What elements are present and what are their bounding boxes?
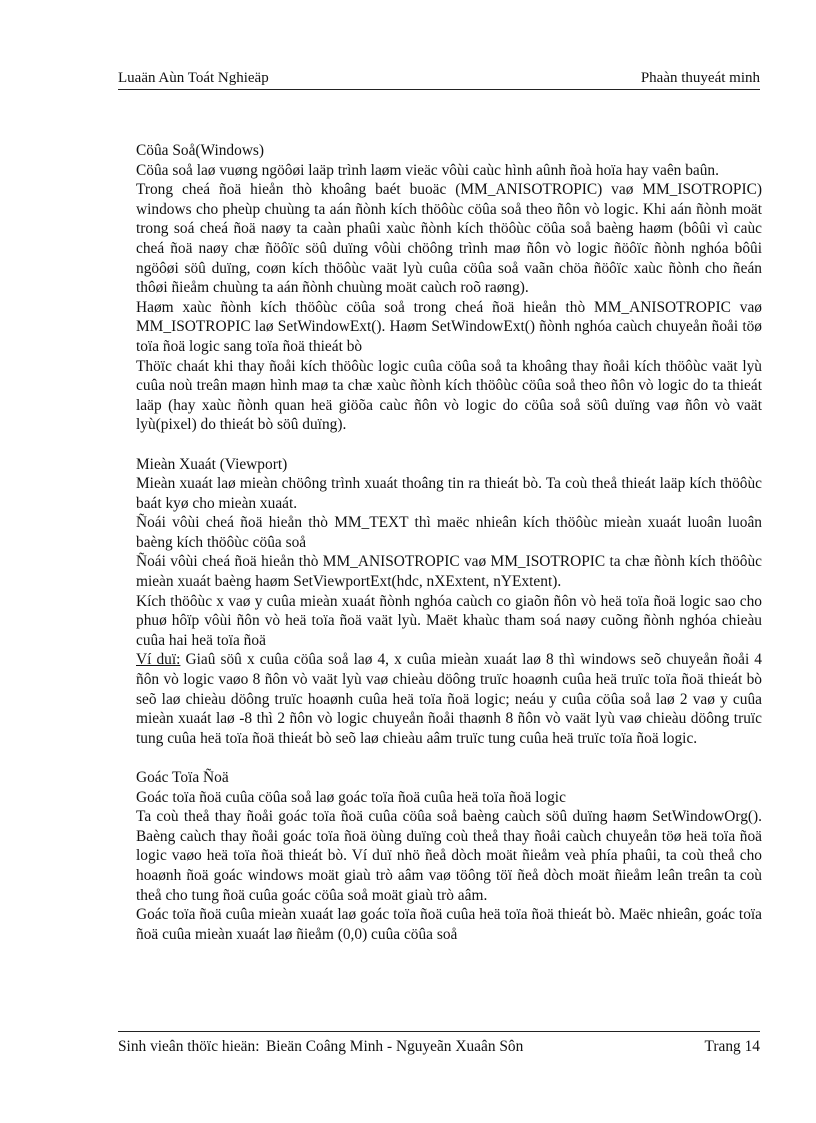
section-heading: Goác Toïa Ñoä bbox=[136, 769, 229, 786]
section-heading: Cöûa Soå(Windows) bbox=[136, 142, 265, 159]
paragraph: Mieàn xuaát laø mieàn chöông trình xuaát thoâng tin ra thieát bò. Ta coù theå thieát laäp kích thöôùc baát kyø cho mieàn xuaát. bbox=[136, 475, 762, 512]
page-footer bbox=[118, 1038, 760, 1056]
paragraph: Ñoái vôùi cheá ñoä hieån thò MM_TEXT thì maëc nhieân kích thöôùc mieàn xuaát luoân luoân baèng kích thöôùc cöûa soå bbox=[136, 514, 762, 551]
page-number: Trang 14 bbox=[704, 1038, 760, 1055]
paragraph: Ta coù theå thay ñoåi goác toïa ñoä cuûa cöûa soå baèng caùch söû duïng haøm SetWindowOrg(). Baèng caùch thay ñoåi goác toïa ñoä öùng duïng coù theå thay ñoåi caùch chuyeån töø heä toïa ñoä logic vaøo heä toïa ñoä thieát bò. Ví duï nhö ñeå dòch moät ñieåm veà phía phaûi, ta coù theå cho hoaønh ñoä goác windows moät giaù trò aâm vaø töông töï ñeå dòch moät ñieåm leân treân ta coù theå cho tung ñoä cuûa goác cöûa soå moät giaù trò aâm. bbox=[136, 808, 762, 904]
paragraph: Thöïc chaát khi thay ñoåi kích thöôùc logic cuûa cöûa soå ta khoâng thay ñoåi kích thöôùc vaät lyù cuûa noù treân maøn hình maø ta chæ xaùc ñònh kích thöôùc cöûa soå theo ñôn vò logic do ta thieát laäp (hay xaùc ñònh quan heä giöõa caùc ñôn vò logic do cöûa soå söû duïng vaø ñôn vò vaät lyù(pixel) do thieát bò söû duïng). bbox=[136, 357, 762, 434]
header-rule bbox=[118, 89, 760, 90]
footer-rule bbox=[118, 1031, 760, 1032]
section-origin bbox=[136, 768, 762, 944]
footer-authors: Bieän Coâng Minh - Nguyeãn Xuaân Sôn bbox=[266, 1038, 524, 1055]
document-body bbox=[136, 141, 762, 964]
header-section: Phaàn thuyeát minh bbox=[640, 70, 760, 86]
section-windows bbox=[136, 141, 762, 435]
paragraph: Cöûa soå laø vuøng ngöôøi laäp trình laøm vieäc vôùi caùc hình aûnh ñoà hoïa hay vaên baûn. bbox=[136, 161, 719, 179]
paragraph: Goác toïa ñoä cuûa cöûa soå laø goác toïa ñoä cuûa heä toïa ñoä logic bbox=[136, 788, 566, 806]
paragraph: Trong cheá ñoä hieån thò khoâng baét buoäc (MM_ANISOTROPIC) vaø MM_ISOTROPIC) windows cho pheùp chuùng ta aán ñònh kích thöôùc cöûa soå theo ñôn vò logic. Khi aán ñònh moät trong soá cheá ñoä naøy ta caàn phaûi xaùc ñònh kích thöôùc cöûa soå baèng haøm (bôûi vì caùc cheá ñoä naøy chæ ñöôïc söû duïng vôùi chöông trình maø ñôn vò logic ñöôïc ñònh nghóa bôûi ngöôøi söû duïng, coøn kích thöôùc vaät lyù cuûa cöûa soå vaãn chöa ñöôïc xaùc ñònh cho ñeán thôøi ñieåm chuùng ta aán ñònh chuùng moät caùch roõ raøng). bbox=[136, 181, 762, 297]
page-header bbox=[118, 70, 760, 90]
paragraph: Ñoái vôùi cheá ñoä hieån thò MM_ANISOTROPIC vaø MM_ISOTROPIC ta chæ ñònh kích thöôùc mieàn xuaát baèng haøm SetViewportExt(hdc, nXExtent, nYExtent). bbox=[136, 553, 762, 591]
footer-label: Sinh vieân thöïc hieän: bbox=[118, 1038, 260, 1055]
section-viewport bbox=[136, 455, 762, 749]
paragraph: Kích thöôùc x vaø y cuûa mieàn xuaát ñònh nghóa caùch co giaõn ñôn vò heä toïa ñoä logic sao cho phuø hôïp vôùi ñôn vò heä toïa ñoä vaät lyù. Maët khaùc tham soá naøy cuõng ñònh nghóa chieàu cuûa hai heä toïa ñoä bbox=[136, 592, 762, 649]
header-title: Luaän Aùn Toát Nghieäp bbox=[118, 70, 269, 86]
paragraph: Goác toïa ñoä cuûa mieàn xuaát laø goác toïa ñoä cuûa heä toïa ñoä thieát bò. Maëc nhieân, goác toïa ñoä cuûa mieàn xuaát laø ñieåm (0,0) cuûa cöûa soå bbox=[136, 906, 762, 943]
paragraph: Haøm xaùc ñònh kích thöôùc cöûa soå trong cheá ñoä hieån thò MM_ANISOTROPIC vaø MM_ISOTROPIC laø SetWindowExt(). Haøm SetWindowExt() ñònh nghóa caùch chuyeån ñoåi töø toïa ñoä logic sang toïa ñoä thieát bò bbox=[136, 298, 762, 355]
example-paragraph bbox=[136, 650, 762, 748]
example-label: Ví duï: bbox=[136, 651, 181, 669]
example-text: Giaû söû x cuûa cöûa soå laø 4, x cuûa mieàn xuaát laø 8 thì windows seõ chuyeån ñoåi 4 ñôn vò logic vaøo 8 ñôn vò vaät lyù vaø chieàu döông truïc hoaønh cuûa heä truïc toïa ñoä thieát bò seõ laø chieàu döông truïc hoaønh cuûa heä toïa ñoä logic; neáu y cuûa cöûa soå laø 2 vaø y cuûa mieàn xuaát laø -8 thì 2 ñôn vò logic chuyeån ñoåi thaønh 8 ñôn vò vaät lyù vaø chieàu döông truïc tung cuûa heä toïa ñoä thieát bò seõ laø chieàu aâm truïc tung cuûa heä truïc toïa ñoä logic. bbox=[136, 651, 762, 747]
section-heading: Mieàn Xuaát (Viewport) bbox=[136, 455, 288, 473]
